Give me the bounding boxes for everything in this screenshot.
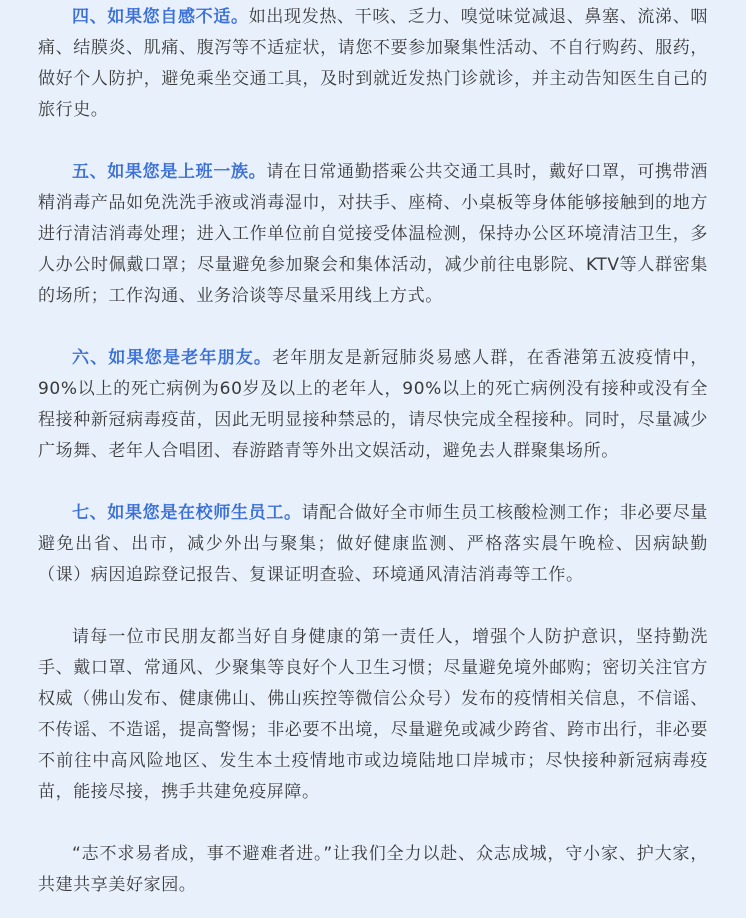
paragraph-closing-quote [38, 839, 708, 901]
paragraph-text: 老年朋友是新冠肺炎易感人群，在香港第五波疫情中，90%以上的死亡病例为60岁及以上的老年人，90%以上的死亡病例没有接种或没有全程接种新冠病毒疫苗，因此无明显接种禁忌的，请尽快完成全程接种。同时，尽量减少广场舞、老年人合唱团、春游踏青等外出文娱活动，避免去人群聚集场所。 [38, 348, 708, 461]
paragraph-heading: 四、如果您自感不适。 [72, 7, 249, 27]
paragraph-text: 如出现发热、干咳、乏力、嗅觉味觉减退、鼻塞、流涕、咽痛、结膜炎、肌痛、腹泻等不适症状，请您不要参加聚集性活动、不自行购药、服药，做好个人防护，避免乘坐交通工具，及时到就近发热门诊就诊，并主动告知医生自己的旅行史。 [38, 7, 708, 120]
paragraph-school [38, 498, 708, 591]
paragraph-heading: 六、如果您是老年朋友。 [72, 348, 273, 368]
paragraph-feeling-unwell [38, 2, 708, 126]
paragraph-heading: 五、如果您是上班一族。 [72, 162, 267, 182]
paragraph-text: “志不求易者成，事不避难者进。”让我们全力以赴、众志成城，守小家、护大家，共建共享美好家园。 [38, 844, 708, 895]
paragraph-text: 请每一位市民朋友都当好自身健康的第一责任人，增强个人防护意识，坚持勤洗手、戴口罩、常通风、少聚集等良好个人卫生习惯；尽量避免境外邮购；密切关注官方权威（佛山发布、健康佛山、佛山疾控等微信公众号）发布的疫情相关信息，不信谣、不传谣、不造谣，提高警惕；非必要不出境，尽量避免或减少跨省、跨市出行，非必要不前往中高风险地区、发生本土疫情地市或边境陆地口岸城市；尽快接种新冠病毒疫苗，能接尽接，携手共建免疫屏障。 [38, 627, 708, 802]
paragraph-heading: 七、如果您是在校师生员工。 [72, 503, 302, 523]
paragraph-office-workers [38, 157, 708, 312]
paragraph-citizens-appeal [38, 622, 708, 808]
paragraph-elderly [38, 343, 708, 467]
paragraph-text: 请配合做好全市师生员工核酸检测工作；非必要尽量避免出省、出市，减少外出与聚集；做好健康监测、严格落实晨午晚检、因病缺勤（课）病因追踪登记报告、复课证明查验、环境通风清洁消毒等工作。 [38, 503, 708, 585]
paragraph-text: 请在日常通勤搭乘公共交通工具时，戴好口罩，可携带酒精消毒产品如免洗洗手液或消毒湿巾，对扶手、座椅、小桌板等身体能够接触到的地方进行清洁消毒处理；进入工作单位前自觉接受体温检测，保持办公区环境清洁卫生，多人办公时佩戴口罩；尽量避免参加聚会和集体活动，减少前往电影院、KTV等人群密集的场所；工作沟通、业务洽谈等尽量采用线上方式。 [38, 162, 708, 306]
